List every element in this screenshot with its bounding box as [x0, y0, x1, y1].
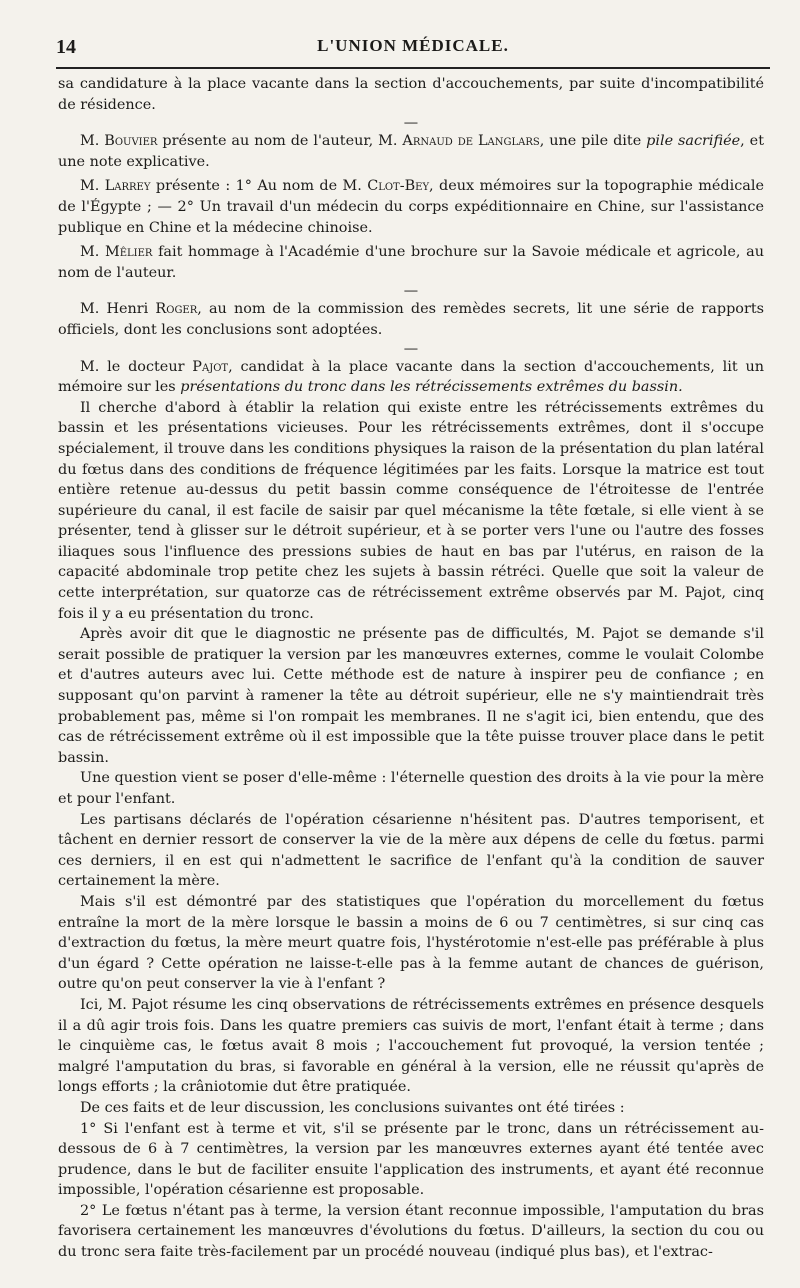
person-name: Larrey — [104, 178, 151, 195]
paragraph: Mais s'il est démontré par des statistiques que l'opération du morcellement du fœtus entraîne la mort de la mère lorsque le bassin a moins de 6 ou 7 centimètres, si sur cinq cas d'extraction du fœtus, la mère meurt quatre fois, l'hystérotomie n'est-elle pas préférable à plus d'un égard ? Cette opération ne laisse-t-elle pas à la femme autant de chances de guérison, outre qu'on peut conserver la vie à l'enfant ? — [58, 893, 764, 993]
header-rule — [56, 67, 770, 69]
paragraph: M. Bouvier présente au nom de l'auteur, M. Arnaud de Langlars, une pile dite pile sacrifiée, et une note explicative. — [58, 133, 764, 170]
person-name: Mêlier — [104, 244, 153, 261]
person-name: Clot-Bey — [367, 178, 430, 195]
page-header — [56, 34, 770, 64]
running-title: L'UNION MÉDICALE. — [317, 36, 509, 55]
person-name: Arnaud de Langlars — [402, 133, 540, 150]
paragraph: Après avoir dit que le diagnostic ne présente pas de difficultés, M. Pajot se demande s'il serait possible de pratiquer la version par les manœuvres externes, comme le voulait Colombe et d'autres auteurs avec lui. Cette méthode est de nature à inspirer peu de confiance ; en supposant qu'on parvint à ramener la tête au détroit supérieur, elle ne s'y maintiendrait très probablement pas, même si l'on rompait les membranes. Il ne s'agit ici, bien entendu, que des cas de rétrécissement extrême où il est impossible que la tête puisse trouver place dans le petit bassin. — [58, 626, 764, 766]
person-name: Bouvier — [104, 133, 158, 150]
separator-dash: — — [403, 340, 419, 357]
article-body — [58, 74, 764, 1263]
paragraph: M. Henri Roger, au nom de la commission des remèdes secrets, lit une série de rapports officiels, dont les conclusions sont adoptées. — [58, 301, 764, 338]
paragraph: M. le docteur Pajot, candidat à la place vacante dans la section d'accouchements, lit un mémoire sur les présentations du tronc dans les rétrécissements extrêmes du bassin. — [58, 358, 764, 396]
conclusion-item: 2° Le fœtus n'étant pas à terme, la version étant reconnue impossible, l'amputation du bras favorisera certainement les manœuvres d'évolutions du fœtus. D'ailleurs, la section du cou ou du tronc sera faite très-facilement par un procédé nouveau (indiqué plus bas), et l'extrac- — [58, 1202, 764, 1261]
paragraph: Ici, M. Pajot résume les cinq observations de rétrécissements extrêmes en présence desquels il a dû agir trois fois. Dans les quatre premiers cas suivis de mort, l'enfant était à terme ; dans le cinquième cas, le fœtus avait 8 mois ; l'accouchement fut provoqué, la version tentée ; malgré l'amputation du bras, si favorable en général à la version, elle ne réussit qu'après de longs efforts ; la crâniotomie dut être pratiquée. — [58, 996, 764, 1096]
paragraph: M. Larrey présente : 1° Au nom de M. Clot-Bey, deux mémoires sur la topographie médicale de l'Égypte ; — 2° Un travail d'un médecin du corps expéditionnaire en Chine, sur l'assistance publique en Chine et la médecine chinoise. — [58, 178, 765, 236]
paragraph: De ces faits et de leur discussion, les conclusions suivantes ont été tirées : — [80, 1099, 625, 1116]
conclusion-item: 1° Si l'enfant est à terme et vit, s'il se présente par le tronc, dans un rétrécissement au-dessous de 6 à 7 centimètres, la version par les manœuvres externes ayant été tentée avec prudence, dans le but de faciliter ensuite l'application des instruments, et ayant été reconnue impossible, l'opération césarienne est proposable. — [58, 1120, 764, 1199]
paragraph: Il cherche d'abord à établir la relation qui existe entre les rétrécissements extrêmes du bassin et les présentations vicieuses. Pour les rétrécissements extrêmes, dont il s'occupe spécialement, il trouve dans les conditions physiques la raison de la présentation du plan latéral du fœtus dans des conditions de fréquence légitimées par les faits. Lorsque la matrice est tout entière retenue au-dessus du petit bassin comme conséquence de l'étroitesse de l'entrée supérieure du canal, il est facile de saisir par quel mécanisme la tête fœtale, si elle vient à se présenter, tend à glisser sur le détroit supérieur, et à se porter vers l'une ou l'autre des fosses iliaques sous l'influence des pressions subies de haut en bas par l'utérus, en raison de la capacité abdominale trop petite chez les sujets à bassin rétréci. Quelle que soit la valeur de cette interprétation, sur quatorze cas de rétrécissement extrême observés par M. Pajot, cinq fois il y a eu présentation du tronc. — [58, 399, 764, 622]
page-number: 14 — [56, 36, 76, 58]
paragraph: Une question vient se poser d'elle-même : l'éternelle question des droits à la vie pour la mère et pour l'enfant. — [58, 770, 764, 807]
paragraph: sa candidature à la place vacante dans la section d'accouchements, par suite d'incompatibilité de résidence. — [58, 76, 764, 113]
separator-dash: — — [403, 283, 419, 300]
person-name: Pajot — [192, 358, 229, 375]
person-name: Roger — [155, 301, 198, 318]
separator-dash: — — [403, 115, 419, 132]
paragraph: Les partisans déclarés de l'opération césarienne n'hésitent pas. D'autres temporisent, et tâchent en dernier ressort de conserver la vie de la mère aux dépens de celle du fœtus. parmi ces derniers, il en est qui n'admettent le sacrifice de l'enfant qu'à la condition de sauver certainement la mère. — [58, 811, 764, 890]
paragraph: M. Mêlier fait hommage à l'Académie d'une brochure sur la Savoie médicale et agricole, au nom de l'auteur. — [58, 244, 764, 281]
